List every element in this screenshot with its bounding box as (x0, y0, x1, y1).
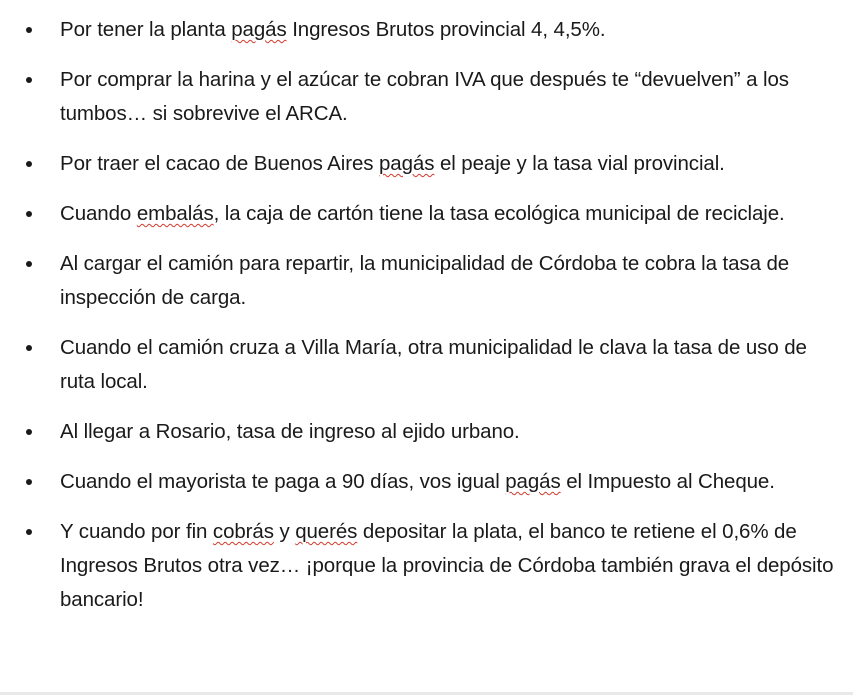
item-text: Por tener la planta (60, 18, 232, 41)
list-item (0, 415, 853, 449)
bullet-icon (26, 161, 32, 167)
item-text: el Impuesto al Cheque. (560, 470, 775, 493)
bullet-icon (26, 429, 32, 435)
list-item (0, 331, 853, 399)
bullet-icon (26, 211, 32, 217)
bullet-icon (26, 261, 32, 267)
item-text: Por comprar la harina y el azúcar te cobran IVA que después te “devuelven” a los tumbos… si sobrevive el ARCA. (60, 68, 789, 125)
bullet-icon (26, 27, 32, 33)
list-item (0, 63, 853, 131)
item-text: Cuando el camión cruza a Villa María, otra municipalidad le clava la tasa de uso de ruta local. (60, 336, 807, 393)
bullet-icon (26, 479, 32, 485)
list-item (0, 147, 853, 181)
spelling-flagged-word[interactable]: querés (295, 520, 358, 543)
bullet-icon (26, 345, 32, 351)
item-text: Ingresos Brutos provincial 4, 4,5%. (286, 18, 606, 41)
item-text: Cuando (60, 202, 137, 225)
spelling-flagged-word[interactable]: pagás (231, 18, 287, 41)
spelling-flagged-word[interactable]: cobrás (212, 520, 274, 543)
item-text: , la caja de cartón tiene la tasa ecológica municipal de reciclaje. (213, 202, 785, 225)
item-text: y (273, 520, 296, 543)
bullet-icon (26, 77, 32, 83)
item-text: Cuando el mayorista te paga a 90 días, vos igual (60, 470, 506, 493)
list-item (0, 465, 853, 499)
bullet-list (0, 13, 853, 633)
item-text: el peaje y la tasa vial provincial. (434, 152, 725, 175)
list-item (0, 515, 853, 617)
list-item (0, 247, 853, 315)
item-text: Y cuando por fin (60, 520, 213, 543)
spelling-flagged-word[interactable]: embalás (136, 202, 214, 225)
spelling-flagged-word[interactable]: pagás (379, 152, 435, 175)
bullet-icon (26, 529, 32, 535)
list-item (0, 197, 853, 231)
spelling-flagged-word[interactable]: pagás (505, 470, 561, 493)
list-item (0, 13, 853, 47)
item-text: depositar la plata, el banco te retiene el 0,6% de Ingresos Brutos otra vez… ¡porque la provincia de Córdoba también grava el depósito bancario! (60, 520, 834, 611)
item-text: Por traer el cacao de Buenos Aires (60, 152, 379, 175)
item-text: Al cargar el camión para repartir, la municipalidad de Córdoba te cobra la tasa de inspección de carga. (60, 252, 790, 309)
item-text: Al llegar a Rosario, tasa de ingreso al ejido urbano. (60, 420, 520, 443)
